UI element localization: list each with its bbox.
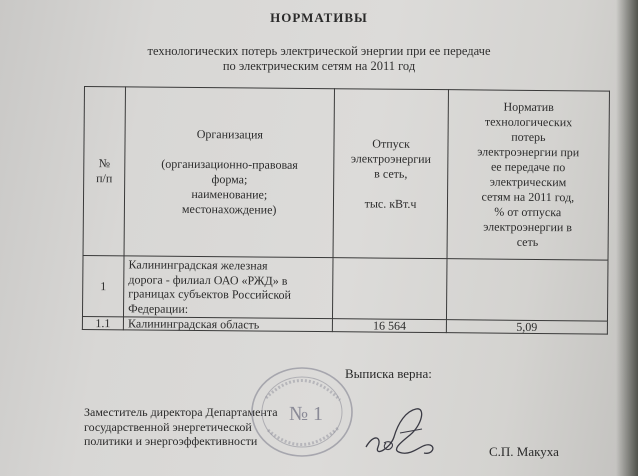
- extract-note: Выписка верна:: [345, 366, 432, 381]
- stamp-number: № 1: [288, 403, 324, 425]
- handwritten-signature: [360, 403, 440, 461]
- signer-name: С.П. Макуха: [489, 444, 559, 459]
- document-subtitle-line1: технологических потерь электрической энергии при ее передаче: [147, 44, 491, 58]
- table-header-row: [83, 87, 609, 261]
- row-organization: Калининградская железная дорога - филиал ОАО «РЖД» в границах субъектов Российской Федерации:: [124, 256, 334, 319]
- header-norm: Норматив технологических потерь электроэнергии при ее передаче по электрическим сетям на 2011 год, % от отпуска электроэнергии в сеть: [447, 90, 610, 260]
- row-norm: [446, 259, 608, 321]
- row-organization: Калининградская область: [123, 317, 332, 332]
- header-organization: Организация (организационно-правовая форма; наименование; местонахождение): [124, 87, 335, 258]
- row-norm: 5,09: [446, 320, 607, 334]
- official-stamp: [248, 360, 356, 460]
- signatory-title: Заместитель директора Департамента государственной энергетической политики и энергоэффективности: [84, 405, 278, 448]
- row-num: 1.1: [82, 316, 123, 329]
- row-output: 16 564: [333, 319, 446, 333]
- table-row: [82, 255, 608, 321]
- document-subtitle-line2: по электрическим сетям на 2011 год: [222, 59, 416, 73]
- row-num: 1: [82, 255, 124, 316]
- header-num: № п/п: [83, 87, 126, 256]
- norms-table: [82, 86, 610, 335]
- document-title: НОРМАТИВЫ: [270, 10, 368, 25]
- header-output: Отпуск электроэнергии в сеть, тыс. кВт.ч: [333, 89, 448, 259]
- row-output: [333, 258, 447, 320]
